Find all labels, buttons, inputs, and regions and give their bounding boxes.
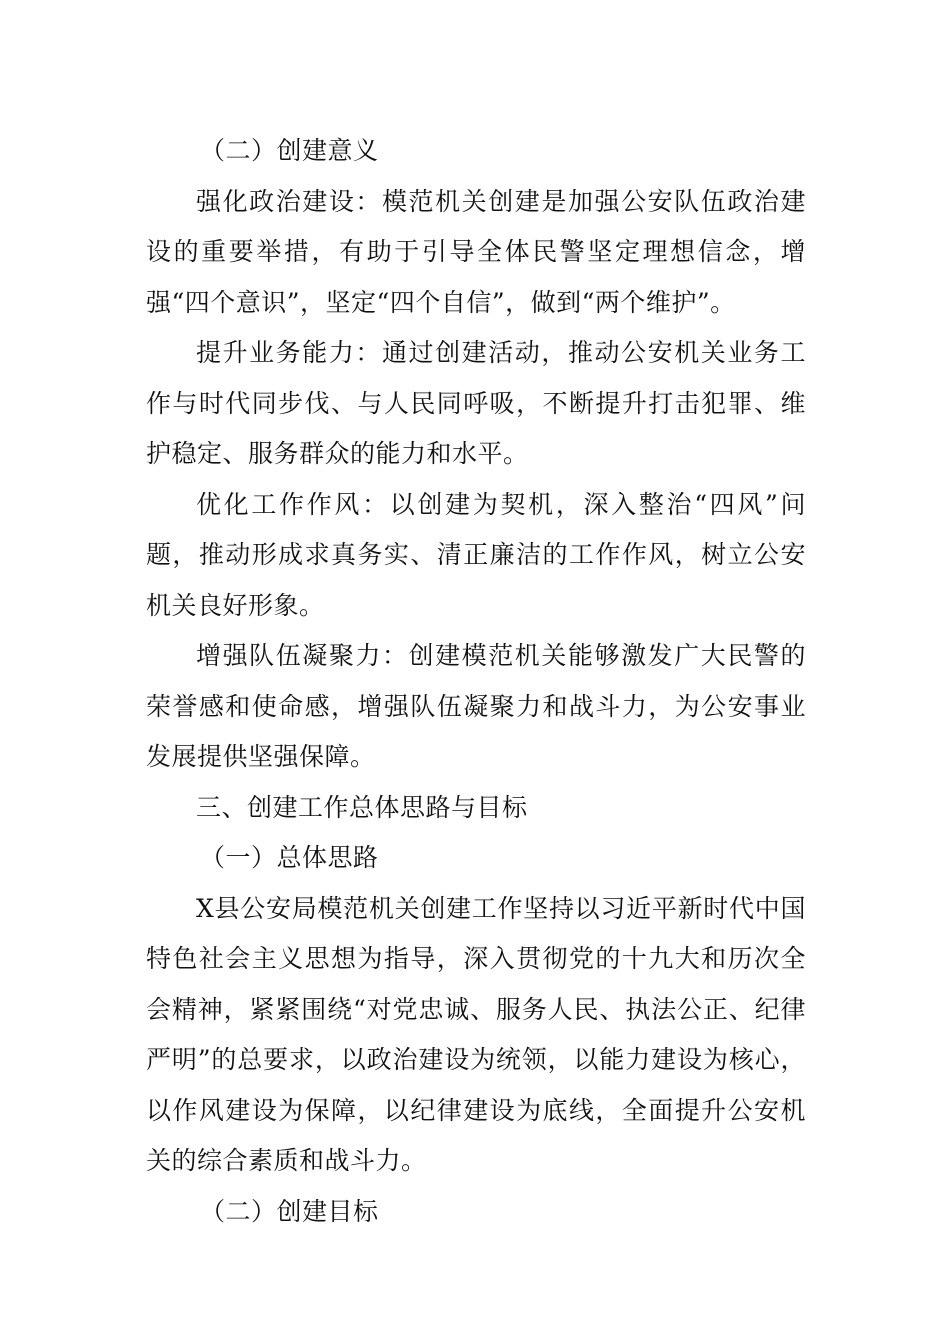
section-title-significance: （二）创建意义	[200, 136, 379, 165]
section-title-overall-idea: （一）总体思路	[200, 843, 379, 872]
paragraph-work-style: 优化工作作风：以创建为契机，深入整治“四风”问题，推动形成求真务实、清正廉洁的工作作风，树立公安机关良好形象。	[146, 489, 806, 620]
paragraph-overall-idea: X县公安局模范机关创建工作坚持以习近平新时代中国特色社会主义思想为指导，深入贯彻党的十九大和历次全会精神，紧紧围绕“对党忠诚、服务人民、执法公正、纪律严明”的总要求，以政治建设为统领，以能力建设为核心，以作风建设为保障，以纪律建设为底线，全面提升公安机关的综合素质和战斗力。	[146, 893, 806, 1175]
paragraph-political-building: 强化政治建设：模范机关创建是加强公安队伍政治建设的重要举措，有助于引导全体民警坚定理想信念，增强“四个意识”，坚定“四个自信”，做到“两个维护”。	[146, 186, 806, 317]
section-title-goals: （二）创建目标	[200, 1196, 379, 1226]
paragraph-business-ability: 提升业务能力：通过创建活动，推动公安机关业务工作与时代同步伐、与人民同呼吸，不断提升打击犯罪、维护稳定、服务群众的能力和水平。	[146, 338, 806, 468]
chapter-title-three: 三、创建工作总体思路与目标	[196, 792, 528, 822]
document-body	[146, 126, 806, 1237]
paragraph-team-cohesion: 增强队伍凝聚力：创建模范机关能够激发广大民警的荣誉感和使命感，增强队伍凝聚力和战斗力，为公安事业发展提供坚强保障。	[146, 641, 806, 771]
